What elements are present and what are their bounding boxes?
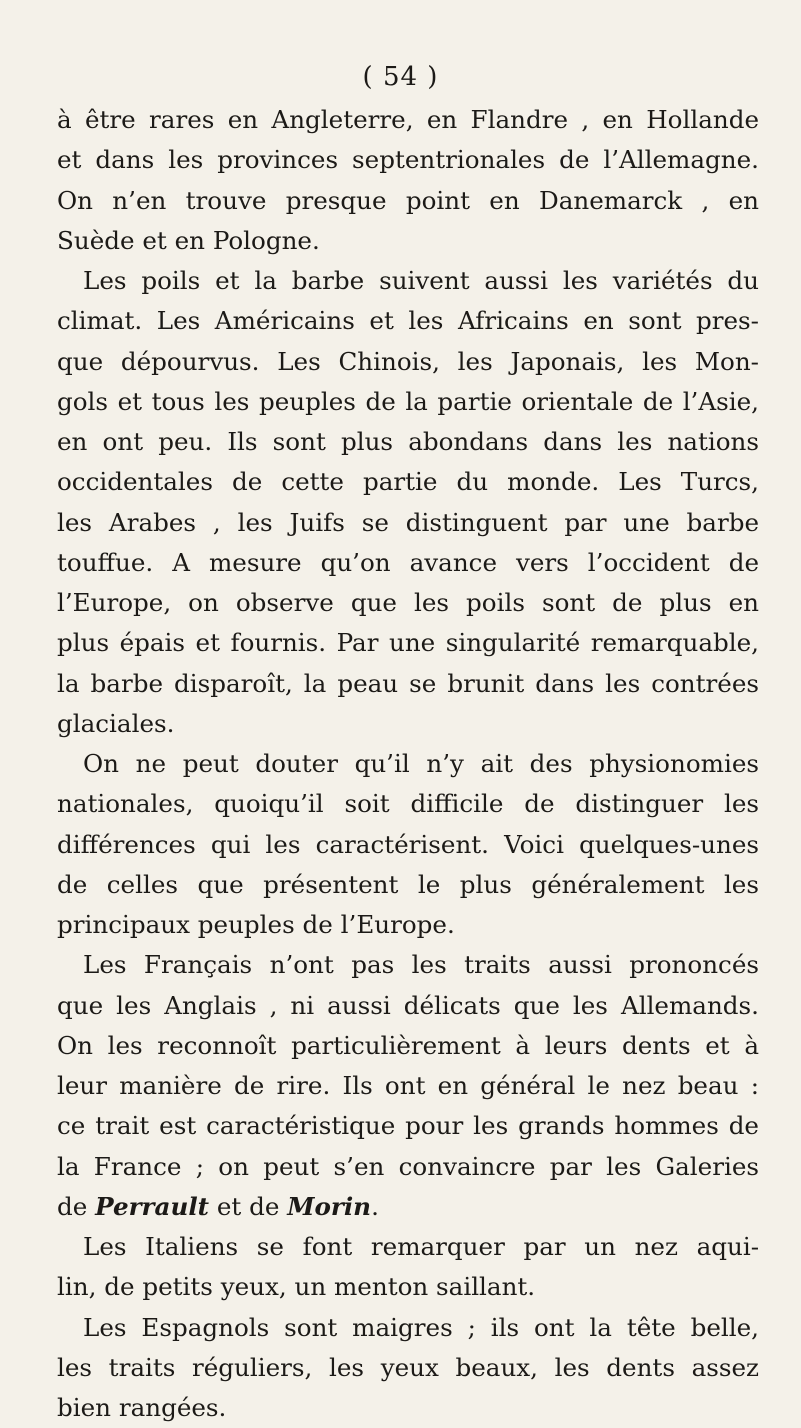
page-number: ( 54 ) <box>362 62 439 92</box>
text-segment: Suède et en Pologne. <box>57 225 320 255</box>
text-segment: la France ; on peut s’en convaincre par les Galeries <box>57 1151 759 1181</box>
text-segment: principaux peuples de l’Europe. <box>57 910 455 939</box>
text-line <box>57 1066 759 1106</box>
text-line <box>57 583 759 623</box>
text-segment: lin, de petits yeux, un menton saillant. <box>57 1272 536 1302</box>
text-line <box>57 1106 759 1146</box>
text-line <box>57 865 759 905</box>
text-line <box>57 986 759 1026</box>
text-segment: et de <box>209 1191 288 1221</box>
text-line <box>57 221 759 261</box>
text-segment: que dépourvus. Les Chinois, les Japonais, les Mon- <box>57 346 759 376</box>
text-segment: touffue. A mesure qu’on avance vers l’occident de <box>57 547 759 577</box>
text-segment: On n’en trouve presque point en Danemarck , en <box>57 185 759 215</box>
italic-name: Morin <box>287 1191 372 1221</box>
text-line <box>57 1147 759 1187</box>
text-line <box>57 1388 759 1428</box>
text-segment: l’Europe, on observe que les poils sont de plus en <box>57 588 759 617</box>
text-segment: occidentales de cette partie du monde. Les Turcs, <box>57 467 759 497</box>
text-segment: plus épais et fournis. Par une singularité remarquable, <box>57 628 759 658</box>
text-segment: On les reconnoît particulièrement à leurs dents et à <box>57 1030 759 1060</box>
text-line <box>57 704 759 744</box>
text-line <box>57 623 759 663</box>
text-segment: de <box>57 1191 96 1221</box>
text-line <box>57 744 759 784</box>
text-segment: leur manière de rire. Ils ont en général le nez beau : <box>57 1071 759 1100</box>
text-segment: différences qui les caractérisent. Voici quelques-unes <box>57 829 759 859</box>
text-line <box>57 261 759 301</box>
text-segment: à être rares en Angleterre, en Flandre , en Hollande <box>57 105 759 134</box>
text-line <box>57 945 759 985</box>
text-segment: Les Français n’ont pas les traits aussi prononcés <box>83 950 759 980</box>
text-line <box>57 503 759 543</box>
text-segment: les Arabes , les Juifs se distinguent par une barbe <box>57 507 759 537</box>
text-line <box>57 664 759 704</box>
text-segment: On ne peut douter qu’il n’y ait des physionomies <box>83 749 759 778</box>
text-segment: la barbe disparoît, la peau se brunit dans les contrées <box>57 668 759 698</box>
text-segment: bien rangées. <box>57 1393 227 1422</box>
text-line <box>57 382 759 422</box>
text-line <box>57 100 759 140</box>
italic-name: Perrault <box>95 1191 210 1221</box>
text-line <box>57 1227 759 1267</box>
text-segment: glaciales. <box>57 708 175 738</box>
text-segment: de celles que présentent le plus généralement les <box>57 869 759 899</box>
text-line <box>57 1348 759 1388</box>
text-line <box>57 905 759 945</box>
text-segment: les traits réguliers, les yeux beaux, les dents assez <box>57 1352 759 1382</box>
text-segment: Les Italiens se font remarquer par un nez aqui- <box>83 1232 759 1261</box>
text-segment: gols et tous les peuples de la partie orientale de l’Asie, <box>57 386 759 416</box>
text-line <box>57 301 759 341</box>
text-line <box>57 342 759 382</box>
text-segment: en ont peu. Ils sont plus abondans dans les nations <box>57 427 759 456</box>
text-line <box>57 1308 759 1348</box>
body-text <box>57 100 759 1428</box>
text-line <box>57 825 759 865</box>
text-line <box>57 181 759 221</box>
text-segment: Les Espagnols sont maigres ; ils ont la tête belle, <box>83 1312 759 1342</box>
text-line <box>57 1187 759 1227</box>
text-line <box>57 462 759 502</box>
text-line <box>57 784 759 824</box>
text-segment: ce trait est caractéristique pour les grands hommes de <box>57 1111 759 1141</box>
text-line <box>57 543 759 583</box>
text-segment: Les poils et la barbe suivent aussi les variétés du <box>83 266 759 295</box>
text-line <box>57 422 759 462</box>
text-segment: nationales, quoiqu’il soit difficile de distinguer les <box>57 789 759 819</box>
text-line <box>57 140 759 180</box>
text-segment: que les Anglais , ni aussi délicats que les Allemands. <box>57 990 759 1020</box>
text-segment: . <box>371 1191 379 1221</box>
text-segment: et dans les provinces septentrionales de l’Allemagne. <box>57 145 759 175</box>
text-line <box>57 1026 759 1066</box>
text-line <box>57 1267 759 1307</box>
text-segment: climat. Les Américains et les Africains en sont pres- <box>57 306 759 336</box>
